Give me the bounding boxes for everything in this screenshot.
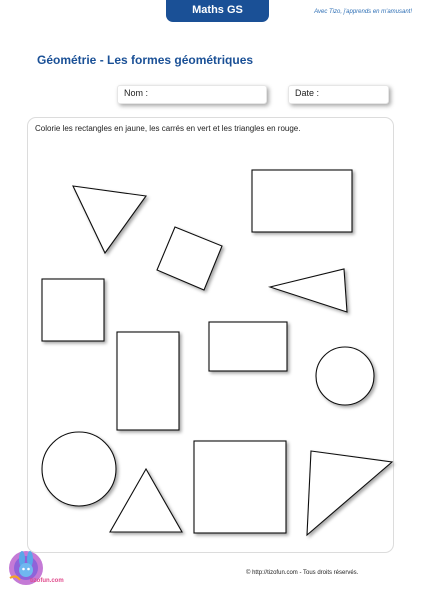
rectangle-3[interactable] (209, 322, 287, 371)
triangle-3[interactable] (110, 469, 182, 532)
triangle-1[interactable] (73, 186, 146, 253)
subject-badge: Maths GS (166, 0, 269, 22)
square-3[interactable] (194, 441, 286, 533)
footer-copyright: © http://tizofun.com - Tous droits réservés. (246, 570, 359, 576)
triangle-4[interactable] (307, 451, 392, 535)
name-label: Nom : (124, 88, 149, 98)
logo-text: tizofun.com (30, 578, 64, 584)
square-2[interactable] (42, 279, 104, 341)
triangle-2[interactable] (270, 269, 347, 312)
tagline: Avec Tizo, j'apprends en m'amusant! (314, 9, 412, 15)
instruction-text: Colorie les rectangles en jaune, les carrés en vert et les triangles en rouge. (35, 124, 301, 133)
rectangle-2[interactable] (117, 332, 179, 430)
date-label: Date : (295, 88, 320, 98)
circle-2[interactable] (42, 432, 116, 506)
circle-1[interactable] (316, 347, 374, 405)
square-1[interactable] (157, 227, 222, 290)
page-title: Géométrie - Les formes géométriques (37, 53, 254, 67)
rectangle-1[interactable] (252, 170, 352, 232)
